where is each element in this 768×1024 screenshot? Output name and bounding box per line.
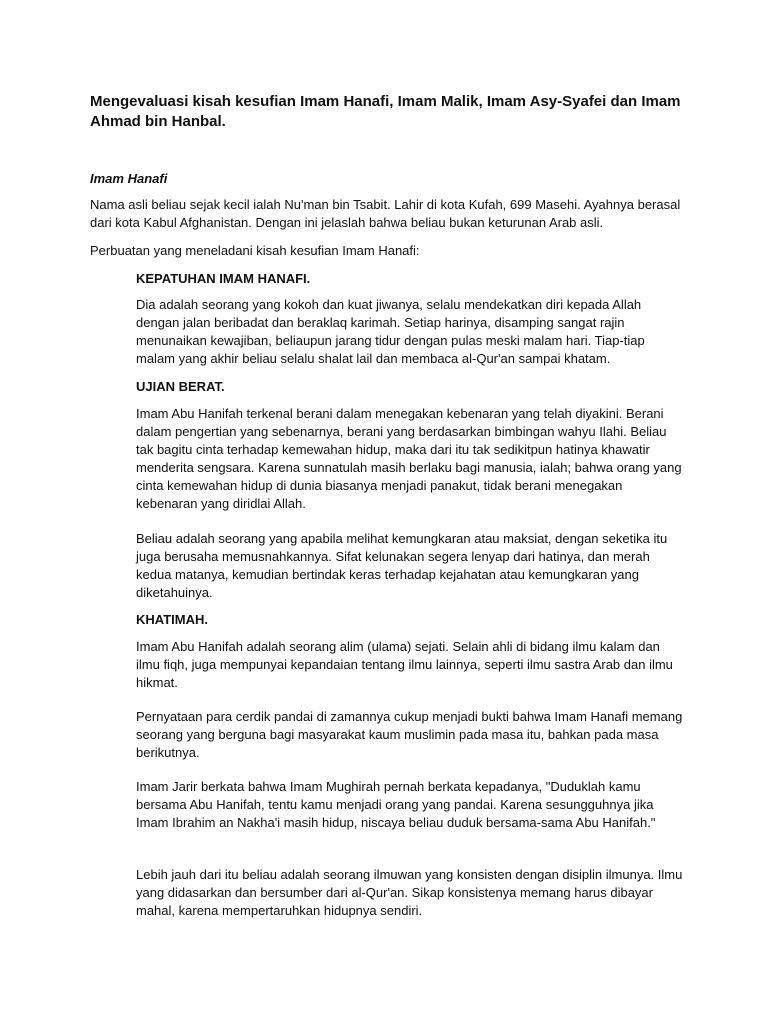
section-heading-imam-hanafi: Imam Hanafi	[90, 171, 168, 186]
paragraph-ujian-1: Imam Abu Hanifah terkenal berani dalam menegakan kebenaran yang telah diyakini. Berani dalam pengertian yang sebenarnya, berani yang berdasarkan bimbingan wahyu Ilahi. Beliau tak bagitu cinta terhadap kemewahan hidup, maka dari itu tak sedikitpun hatinya khawatir menderita sengsara. Karena sunnatulah masih berlaku bagi manusia, ialah; bahwa orang yang cinta kemewahan hidup di dunia biasanya menjadi panakut, tidak berani menegakan kebenaran yang diridlai Allah.	[136, 406, 682, 511]
subheading-khatimah: KHATIMAH.	[136, 612, 208, 627]
paragraph-khatimah-4: Lebih jauh dari itu beliau adalah seorang ilmuwan yang konsisten dengan disiplin ilmunya. Ilmu yang didasarkan dan bersumber dari al-Qur'an. Sikap konsistenya memang harus dibayar mahal, karena mempertaruhkan hidupnya sendiri.	[136, 867, 683, 918]
subheading-ujian-berat: UJIAN BERAT.	[136, 379, 225, 394]
lead-in-text: Perbuatan yang meneladani kisah kesufian Imam Hanafi:	[90, 243, 420, 258]
document-title: Mengevaluasi kisah kesufian Imam Hanafi, Imam Malik, Imam Asy-Syafei dan Imam Ahmad bin Hanbal.	[90, 93, 681, 130]
paragraph-khatimah-2: Pernyataan para cerdik pandai di zamannya cukup menjadi bukti bahwa Imam Hanafi memang seorang yang berguna bagi masyarakat kaum muslimin pada masa itu, bahkan pada masa berikutnya.	[136, 709, 683, 760]
paragraph-khatimah-3: Imam Jarir berkata bahwa Imam Mughirah pernah berkata kepadanya, "Duduklah kamu bersama Abu Hanifah, tentu kamu menjadi orang yang pandai. Karena sesungguhnya jika Imam Ibrahim an Nakha'i masih hidup, niscaya beliau duduk bersama-sama Abu Hanifah."	[136, 779, 656, 830]
paragraph-khatimah-1: Imam Abu Hanifah adalah seorang alim (ulama) sejati. Selain ahli di bidang ilmu kalam dan ilmu fiqh, juga mempunyai kepandaian tentang ilmu lainnya, seperti ilmu sastra Arab dan ilmu hikmat.	[136, 639, 673, 690]
subheading-kepatuhan: KEPATUHAN IMAM HANAFI.	[136, 271, 311, 286]
intro-paragraph: Nama asli beliau sejak kecil ialah Nu'man bin Tsabit. Lahir di kota Kufah, 699 Masehi. Ayahnya berasal dari kota Kabul Afghanistan. Dengan ini jelaslah bahwa beliau bukan keturunan Arab asli.	[90, 197, 681, 230]
paragraph-kepatuhan-1: Dia adalah seorang yang kokoh dan kuat jiwanya, selalu mendekatkan diri kepada Allah dengan jalan beribadat dan beraklaq karimah. Setiap harinya, disamping sangat rajin menunaikan kewajiban, beliaupun jarang tidur dengan pulas meski malam hari. Tiap-tiap malam yang akhir beliau selalu shalat lail dan membaca al-Qur'an sampai khatam.	[136, 297, 645, 366]
paragraph-ujian-2: Beliau adalah seorang yang apabila melihat kemungkaran atau maksiat, dengan seketika itu juga berusaha memusnahkannya. Sifat kelunakan segera lenyap dari hatinya, dan merah kedua matanya, kemudian bertindak keras terhadap kejahatan atau kemungkaran yang diketahuinya.	[136, 531, 668, 600]
